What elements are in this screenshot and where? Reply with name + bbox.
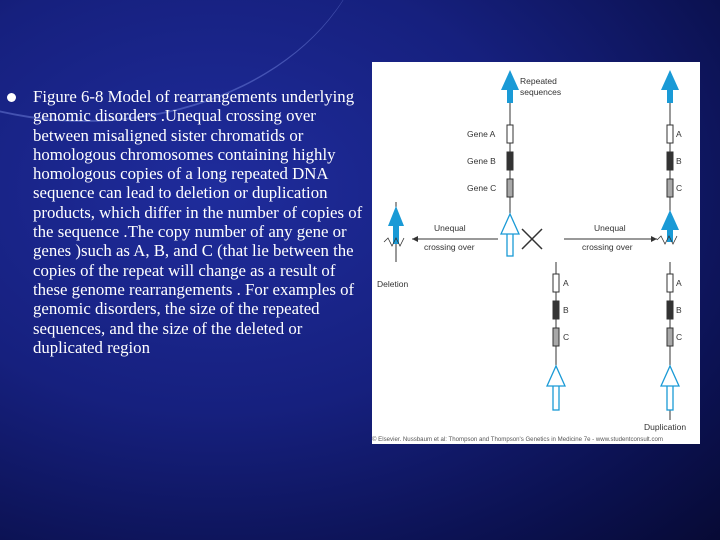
deletion-arrowhead <box>388 206 404 226</box>
bottom-right-letter-a: A <box>676 278 682 288</box>
top-left-arrowhead-lower <box>501 214 519 234</box>
repeated-label-line1: Repeated <box>520 76 557 86</box>
top-right-letter-b: B <box>676 156 682 166</box>
top-right-repeat-upper <box>667 89 673 103</box>
bottom-left-letter-a: A <box>563 278 569 288</box>
unequal-left-label: Unequal <box>434 223 466 233</box>
top-right-gene-b <box>667 152 673 170</box>
deletion-label: Deletion <box>377 279 409 289</box>
bottom-right-gene-c <box>667 328 673 346</box>
top-left-gene-a <box>507 125 513 143</box>
bottom-left-repeat <box>553 384 559 410</box>
unequal-right-label: Unequal <box>594 223 626 233</box>
bottom-left-letter-c: C <box>563 332 570 342</box>
top-left-gene-b <box>507 152 513 170</box>
bottom-left-gene-c <box>553 328 559 346</box>
top-right-letter-a: A <box>676 129 682 139</box>
bullet-text: Figure 6-8 Model of rearrangements underlying genomic disorders .Unequal crossing over between misaligned sister chromatids or homologous chromosomes containing highly homologous copies of a long repeated DNA sequence can lead to deletion or duplication products, which differ in the number of copies of the sequence .The copy number of any gene or genes )such as A, B, and C (that lie between the copies of the repeat will change as a result of these genome rearrangements . For examples of genomic disorders, the size of the repeated sequences, and the size of the deleted or duplicated region <box>33 87 363 357</box>
top-right-gene-a <box>667 125 673 143</box>
gene-b-label: Gene B <box>467 156 496 166</box>
bottom-left-arrowhead <box>547 366 565 386</box>
top-right-gene-c <box>667 179 673 197</box>
bottom-left-letter-b: B <box>563 305 569 315</box>
top-left-gene-c <box>507 179 513 197</box>
crossing-left-label: crossing over <box>424 242 475 252</box>
top-right-arrowhead-lower <box>661 210 679 230</box>
top-right-arrowhead-upper <box>661 70 679 90</box>
duplication-label: Duplication <box>644 422 687 432</box>
bottom-right-arrowhead <box>661 366 679 386</box>
gene-c-label: Gene C <box>467 183 497 193</box>
top-left-repeat-lower <box>507 232 513 256</box>
bottom-right-gene-a <box>667 274 673 292</box>
rearrangement-diagram <box>372 62 700 444</box>
top-right-repeat-lower <box>667 228 673 242</box>
bottom-left-gene-b <box>553 301 559 319</box>
deletion-repeat <box>393 224 399 244</box>
bullet-icon <box>7 93 16 102</box>
bottom-right-letter-c: C <box>676 332 683 342</box>
repeated-label-line2: sequences <box>520 87 562 97</box>
bottom-right-gene-b <box>667 301 673 319</box>
top-right-letter-c: C <box>676 183 683 193</box>
gene-a-label: Gene A <box>467 129 496 139</box>
bottom-right-letter-b: B <box>676 305 682 315</box>
top-left-arrowhead-upper <box>501 70 519 90</box>
bottom-right-repeat <box>667 384 673 410</box>
crossing-right-label: crossing over <box>582 242 633 252</box>
top-left-repeat-upper <box>507 89 513 103</box>
bottom-left-gene-a <box>553 274 559 292</box>
figure-panel <box>372 62 700 444</box>
figure-credit: © Elsevier. Nussbaum et al: Thompson and Thompson's Genetics in Medicine 7e - www.studentconsult.com <box>372 436 663 443</box>
